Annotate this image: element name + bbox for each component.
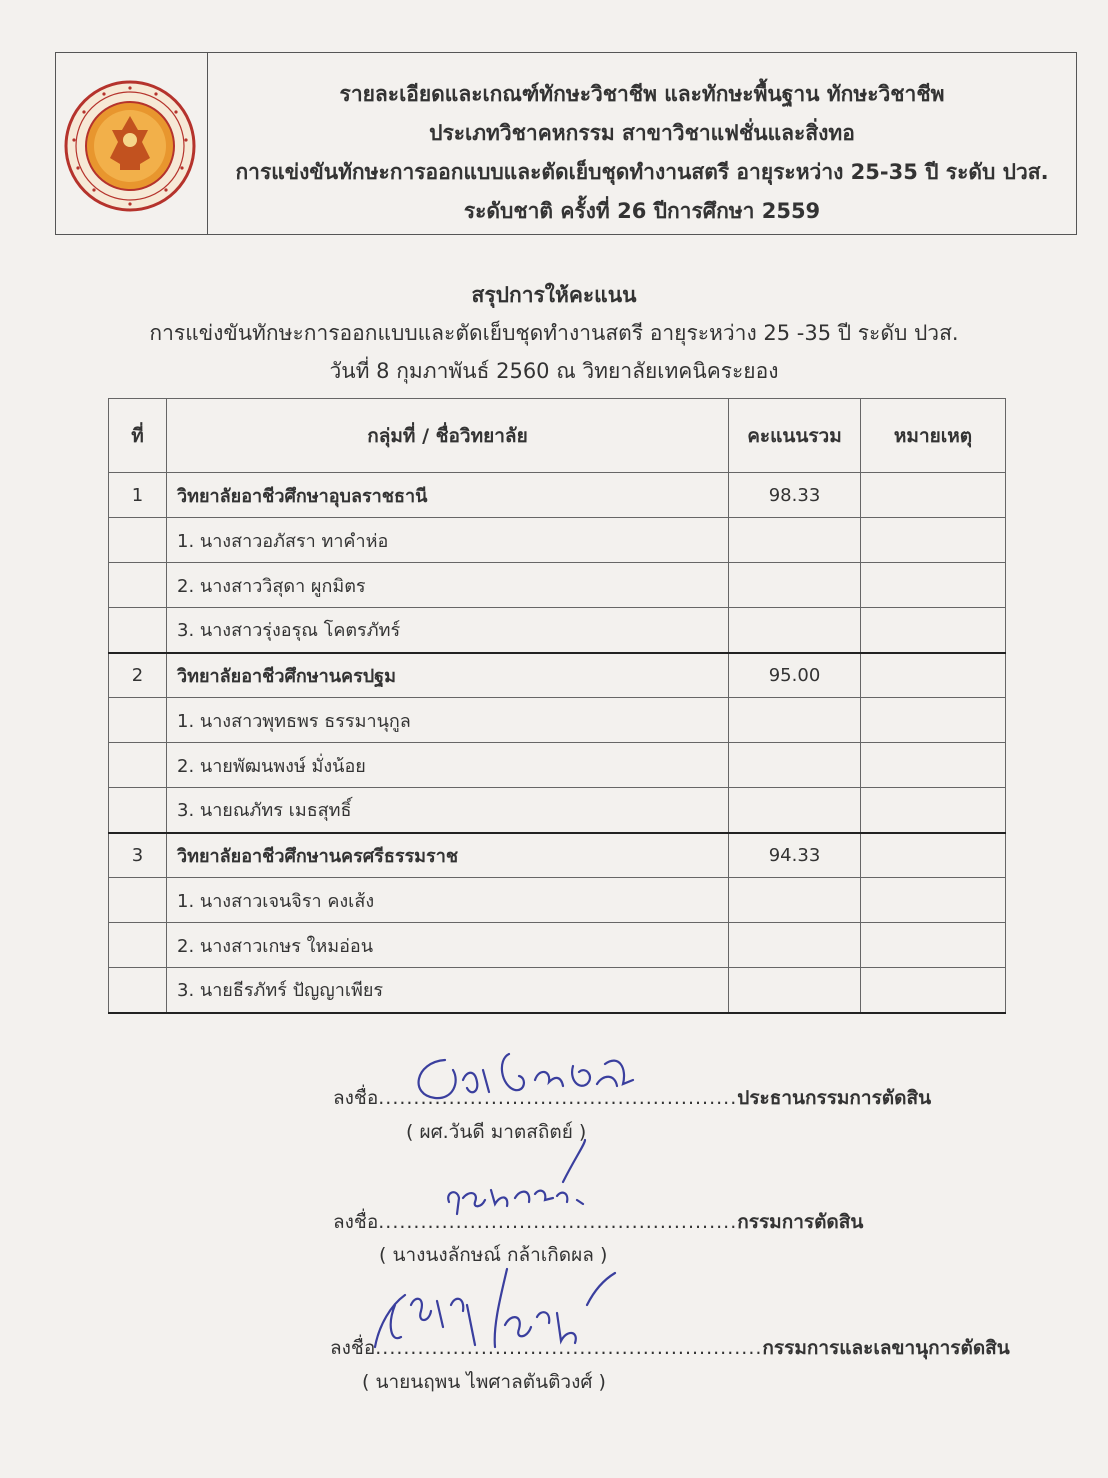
signatory-role: ประธานกรรมการตัดสิน bbox=[737, 1087, 932, 1109]
signature-dots: ................................................... bbox=[378, 1087, 738, 1109]
empty-cell bbox=[729, 608, 861, 653]
header-line-4: ระดับชาติ ครั้งที่ 26 ปีการศึกษา 2559 bbox=[463, 199, 821, 223]
member-name: 1. นางสาวพุทธพร ธรรมานุกูล bbox=[167, 698, 729, 743]
empty-cell bbox=[861, 698, 1006, 743]
member-name: 2. นางสาววิสุดา ผูกมิตร bbox=[167, 563, 729, 608]
group-no: 3 bbox=[109, 833, 167, 878]
table-row bbox=[109, 788, 1006, 833]
summary-title: สรุปการให้คะแนน bbox=[471, 283, 637, 307]
empty-cell bbox=[861, 968, 1006, 1013]
summary-subtitle: การแข่งขันทักษะการออกแบบและตัดเย็บชุดทำงานสตรี อายุระหว่าง 25 -35 ปี ระดับ ปวส. bbox=[149, 321, 959, 345]
college-name: วิทยาลัยอาชีวศึกษานครศรีธรรมราช bbox=[167, 833, 729, 878]
summary-date-place: วันที่ 8 กุมภาพันธ์ 2560 ณ วิทยาลัยเทคนิคระยอง bbox=[329, 359, 779, 383]
empty-cell bbox=[861, 608, 1006, 653]
table-row bbox=[109, 518, 1006, 563]
table-row bbox=[109, 743, 1006, 788]
table-row bbox=[109, 968, 1006, 1013]
signature-dots: ................................................... bbox=[378, 1211, 738, 1233]
header-title-block bbox=[208, 75, 1076, 231]
header-line-2: ประเภทวิชาคหกรรม สาขาวิชาแฟชั่นและสิ่งทอ bbox=[429, 121, 855, 145]
member-name: 1. นางสาวอภัสรา ทาคำห่อ bbox=[167, 518, 729, 563]
score-table bbox=[108, 398, 1006, 1014]
signatory-role: กรรมการและเลขานุการตัดสิน bbox=[762, 1337, 1010, 1359]
empty-cell bbox=[729, 878, 861, 923]
empty-cell bbox=[861, 878, 1006, 923]
empty-cell bbox=[729, 923, 861, 968]
table-row bbox=[109, 653, 1006, 698]
college-name: วิทยาลัยอาชีวศึกษาอุบลราชธานี bbox=[167, 473, 729, 518]
table-header-row bbox=[109, 399, 1006, 473]
empty-cell bbox=[109, 968, 167, 1013]
member-name: 2. นายพัฒนพงษ์ มั่งน้อย bbox=[167, 743, 729, 788]
sign-prefix: ลงชื่อ bbox=[333, 1211, 379, 1233]
member-name: 3. นายธีรภัทร์ ปัญญาเพียร bbox=[167, 968, 729, 1013]
signatory-name: ( นายนฤพน ไพศาลตันติวงศ์ ) bbox=[362, 1371, 606, 1393]
document-header bbox=[55, 52, 1077, 235]
signatory-name: ( นางนงลักษณ์ กล้าเกิดผล ) bbox=[379, 1244, 608, 1266]
table-row bbox=[109, 473, 1006, 518]
empty-cell bbox=[109, 608, 167, 653]
signature-line-secretary bbox=[330, 1333, 1010, 1363]
group-no: 1 bbox=[109, 473, 167, 518]
member-name: 3. นายณภัทร เมธสุทธิ์ bbox=[167, 788, 729, 833]
empty-cell bbox=[729, 563, 861, 608]
total-score: 94.33 bbox=[729, 833, 861, 878]
empty-cell bbox=[729, 743, 861, 788]
table-row bbox=[109, 698, 1006, 743]
header-line-1: รายละเอียดและเกณฑ์ทักษะวิชาชีพ และทักษะพื้นฐาน ทักษะวิชาชีพ bbox=[339, 82, 945, 106]
empty-cell bbox=[109, 698, 167, 743]
member-name: 1. นางสาวเจนจิรา คงเส้ง bbox=[167, 878, 729, 923]
empty-cell bbox=[109, 563, 167, 608]
empty-cell bbox=[861, 923, 1006, 968]
signatory-name: ( ผศ.วันดี มาตสถิตย์ ) bbox=[406, 1121, 587, 1143]
empty-cell bbox=[109, 878, 167, 923]
empty-cell bbox=[729, 788, 861, 833]
note-cell bbox=[861, 833, 1006, 878]
note-cell bbox=[861, 653, 1006, 698]
empty-cell bbox=[729, 968, 861, 1013]
empty-cell bbox=[861, 788, 1006, 833]
empty-cell bbox=[729, 698, 861, 743]
table-row bbox=[109, 878, 1006, 923]
empty-cell bbox=[861, 563, 1006, 608]
table-row bbox=[109, 608, 1006, 653]
group-no: 2 bbox=[109, 653, 167, 698]
total-score: 95.00 bbox=[729, 653, 861, 698]
vocational-seal-logo bbox=[64, 80, 196, 212]
empty-cell bbox=[109, 788, 167, 833]
signatory-role: กรรมการตัดสิน bbox=[737, 1211, 864, 1233]
member-name: 2. นางสาวเกษร ใหมอ่อน bbox=[167, 923, 729, 968]
header-score: คะแนนรวม bbox=[729, 399, 861, 473]
signature-dots: ....................................................... bbox=[375, 1337, 763, 1359]
empty-cell bbox=[109, 923, 167, 968]
member-name: 3. นางสาวรุ่งอรุณ โคตรภัทร์ bbox=[167, 608, 729, 653]
table-row bbox=[109, 923, 1006, 968]
empty-cell bbox=[109, 518, 167, 563]
header-group: กลุ่มที่ / ชื่อวิทยาลัย bbox=[167, 399, 729, 473]
table-row bbox=[109, 833, 1006, 878]
empty-cell bbox=[729, 518, 861, 563]
empty-cell bbox=[861, 743, 1006, 788]
header-no: ที่ bbox=[109, 399, 167, 473]
empty-cell bbox=[861, 518, 1006, 563]
header-line-3: การแข่งขันทักษะการออกแบบและตัดเย็บชุดทำงานสตรี อายุระหว่าง 25-35 ปี ระดับ ปวส. bbox=[235, 160, 1049, 184]
sign-prefix: ลงชื่อ bbox=[333, 1087, 379, 1109]
logo-cell bbox=[56, 53, 208, 234]
signature-line-chairman bbox=[333, 1083, 931, 1113]
signature-line-judge bbox=[333, 1207, 863, 1237]
sign-prefix: ลงชื่อ bbox=[330, 1337, 376, 1359]
header-note: หมายเหตุ bbox=[861, 399, 1006, 473]
total-score: 98.33 bbox=[729, 473, 861, 518]
note-cell bbox=[861, 473, 1006, 518]
empty-cell bbox=[109, 743, 167, 788]
college-name: วิทยาลัยอาชีวศึกษานครปฐม bbox=[167, 653, 729, 698]
table-row bbox=[109, 563, 1006, 608]
